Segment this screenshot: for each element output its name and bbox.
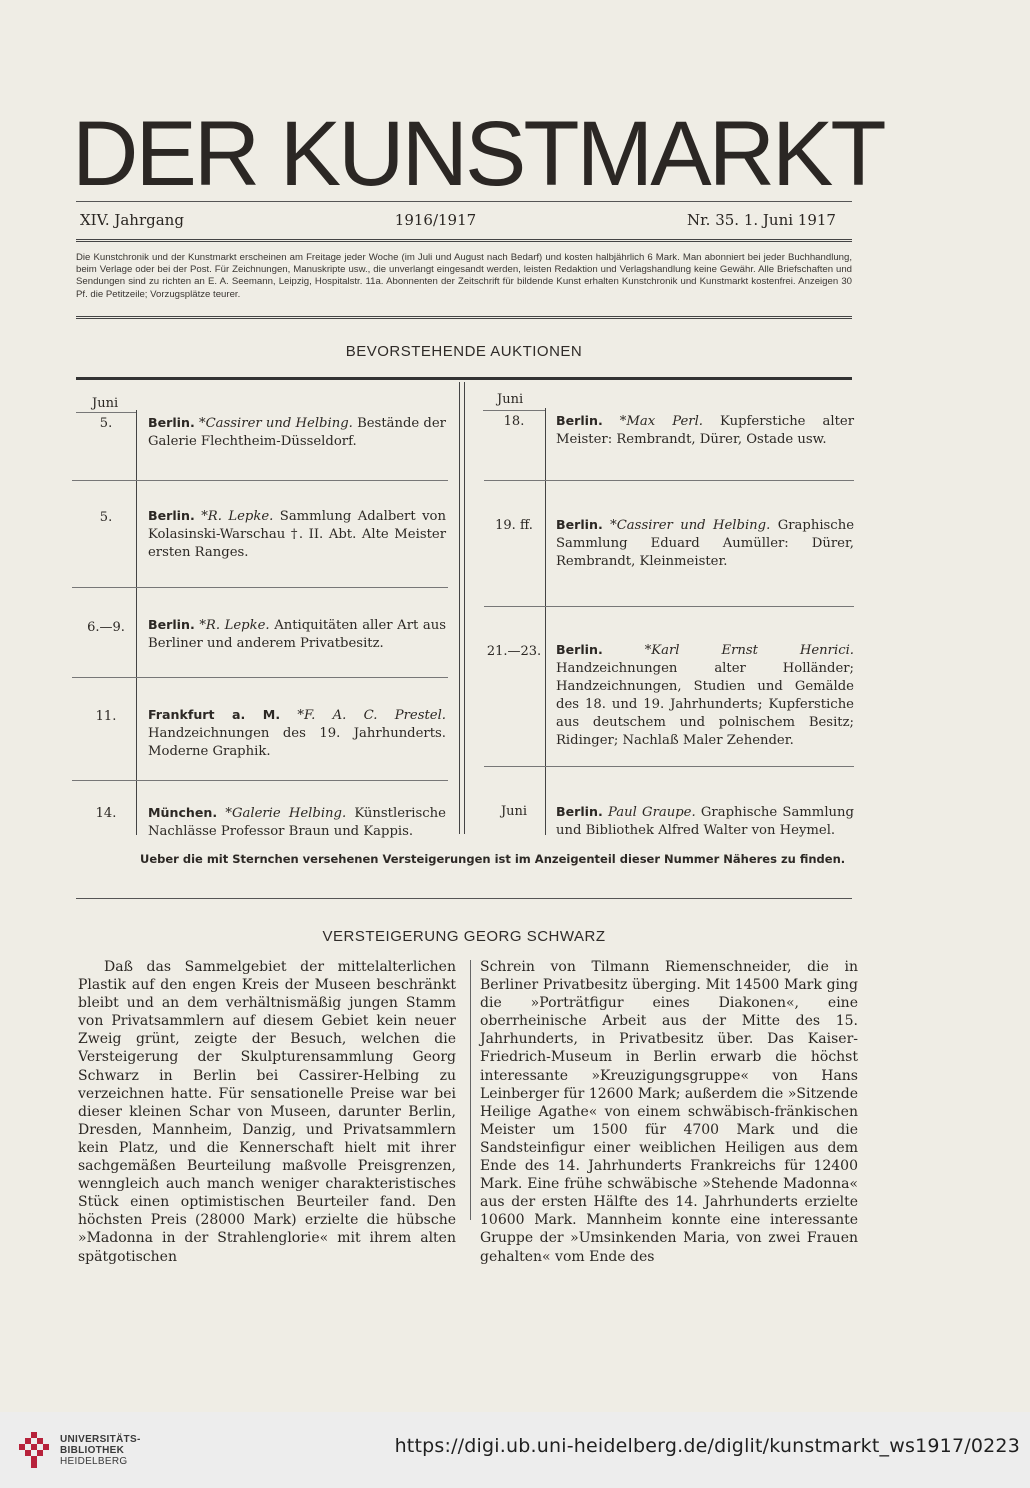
article-paragraph: Schrein von Tilmann Riemenschneider, die in Berliner Privatbesitz überging. Mit 14500 Mark ging die »Porträtfigur eines Diakonen«, eine oberrheinische Arbeit aus der Mitte des 15. Jahrhunderts, in Privatbesitz über. Das Kaiser-Friedrich-Museum in Berlin erwarb die höchst interessante »Kreuzigungsgruppe« von Hans Leinberger für 12600 Mark; außerdem die »Sitzende Heilige Agathe« von einem schwäbisch-fränkischen Meister um 1500 für 4700 Mark und die Sandsteinfigur einer weiblichen Heiligen aus dem Ende des 14. Jahrhunderts Frankreichs für 12400 Mark. Eine frühe schwäbische »Stehende Madonna« aus der ersten Hälfte des 14. Jahrhunderts erzielte 10600 Mark. Mannheim konnte eine interessante Gruppe der »Umsinkenden Maria, von zwei Frauen gehalten« vom Ende des	[480, 959, 858, 1265]
auction-date: 14.	[95, 806, 117, 821]
auction-house: *F. A. C. Prestel.	[297, 708, 446, 723]
auction-city: Berlin.	[148, 508, 195, 523]
auction-date: 5.	[99, 510, 113, 525]
auction-house: *Max Perl.	[619, 414, 703, 429]
auction-house: *Karl Ernst Henrici.	[644, 643, 854, 658]
left-date-divider	[136, 410, 137, 835]
month-rule-left	[76, 412, 136, 413]
article-column-2	[480, 958, 858, 1266]
article-paragraph: Daß das Sammelgebiet der mittelalterlichen Plastik auf den engen Kreis der Museen beschränkt bleibt und an dem verhältnismäßig jungen Stamm von Privatsammlern auf diesem Gebiet kein neuer Zweig grünt, zeigte der Besuch, welchen die Versteigerung der Skulpturensammlung Georg Schwarz in Berlin bei Cassirer-Helbing zu verzeichnen hatte. Für sensationelle Preise war bei dieser kleinen Schar von Museen, darunter Berlin, Dresden, Mannheim, Danzig, und Privatsammlern kein Platz, und die Kennerschaft hielt mit ihrer sachgemäßen Beurteilung maßvolle Preisgrenzen, wenngleich auch manch weniger charakteristisches Stück einen optimistischen Beurteiler fand. Den höchsten Preis (28000 Mark) erzielte die hübsche »Madonna in der Strahlenglorie« mit ihrem alten spätgotischen	[78, 959, 456, 1265]
auction-description: Antiquitäten aller Art aus Berliner und anderem Privatbesitz.	[148, 618, 446, 651]
auction-date: 5.	[99, 416, 113, 431]
auction-city: Berlin.	[148, 617, 195, 632]
auction-description: Graphische Sammlung Eduard Aumüller: Dürer, Rembrandt, Kleinmeister.	[556, 518, 854, 569]
row-separator	[484, 480, 854, 481]
auction-entry	[148, 507, 446, 562]
center-divider-1	[459, 382, 460, 834]
auction-description: Kupferstiche alter Meister: Rembrandt, Dürer, Ostade usw.	[556, 414, 854, 447]
table-top-rule	[76, 377, 852, 380]
auction-entry	[556, 803, 854, 840]
auction-date: 19. ff.	[495, 518, 533, 533]
row-separator	[72, 677, 448, 678]
institution-line: UNIVERSITÄTS-	[60, 1434, 141, 1445]
auction-house: *R. Lepke.	[199, 618, 270, 633]
permalink-url[interactable]: https://digi.ub.uni-heidelberg.de/diglit/kunstmarkt_ws1917/0223	[394, 1435, 1020, 1457]
auction-description: Graphische Sammlung und Bibliothek Alfred Walter von Heymel.	[556, 805, 854, 838]
row-separator	[72, 480, 448, 481]
issue-line	[80, 211, 836, 229]
column-divider	[470, 960, 471, 1220]
auction-entry	[556, 412, 854, 449]
journal-title: DER KUNSTMARKT	[72, 103, 884, 205]
auction-entry	[148, 804, 446, 841]
auction-house: *Cassirer und Helbing.	[610, 518, 771, 533]
month-rule-right	[483, 410, 545, 411]
subscription-notice: Die Kunstchronik und der Kunstmarkt erscheinen am Freitage jeder Woche (im Juli und August nach Bedarf) und kosten halbjährlich 6 Mark. Man abonniert bei jeder Buchhandlung, beim Verlage oder bei der Post. Für Zeichnungen, Manuskripte usw., die unverlangt eingesandt werden, leisten Redaktion und Verlagshandlung keine Gewähr. Alle Briefschaften und Sendungen sind zu richten an E. A. Seemann, Leipzig, Hospitalstr. 11a. Abonnenten der Zeitschrift für bildende Kunst erhalten Kunstchronik und Kunstmarkt kostenfrei. Anzeigen 30 Pf. die Petitzeile; Vorzugsplätze teurer.	[76, 252, 852, 300]
right-date-divider	[545, 408, 546, 835]
auction-house: *Cassirer und Helbing.	[198, 416, 353, 431]
auctions-heading: BEVORSTEHENDE AUKTIONEN	[345, 343, 583, 360]
university-name	[60, 1434, 141, 1467]
auction-date: 6.—9.	[87, 620, 125, 635]
issue-number: Nr. 35. 1. Juni 1917	[687, 211, 836, 229]
auction-footnote: Ueber die mit Sternchen versehenen Versteigerungen ist im Anzeigenteil dieser Nummer Näheres zu finden.	[140, 852, 846, 866]
auction-description: Künstlerische Nachlässe Professor Braun und Kappis.	[148, 806, 446, 839]
auction-date: 18.	[503, 414, 525, 429]
auction-city: Berlin.	[556, 642, 603, 657]
auction-entry	[148, 414, 446, 451]
center-divider-2	[464, 382, 465, 834]
section-rule	[76, 898, 852, 899]
row-separator	[72, 587, 448, 588]
auction-city: Berlin.	[556, 517, 603, 532]
auction-house: *Galerie Helbing.	[225, 806, 347, 821]
row-separator	[72, 780, 448, 781]
auction-city: München.	[148, 805, 218, 820]
years: 1916/1917	[394, 211, 477, 229]
row-separator	[484, 766, 854, 767]
auction-date: 21.—23.	[486, 644, 542, 659]
institution-line: BIBLIOTHEK	[60, 1445, 125, 1456]
auction-date: 11.	[95, 709, 117, 724]
month-label-left: Juni	[92, 396, 119, 411]
viewer-footer	[0, 1412, 1030, 1488]
auction-date: Juni	[500, 804, 528, 819]
auction-city: Berlin.	[556, 413, 603, 428]
auction-entry	[556, 641, 854, 750]
title-rule	[76, 201, 852, 202]
row-separator	[484, 606, 854, 607]
month-label-right: Juni	[497, 392, 524, 407]
auction-house: *R. Lepke.	[201, 509, 274, 524]
institution-line: HEIDELBERG	[60, 1456, 128, 1467]
auction-entry	[148, 616, 446, 653]
auction-entry	[556, 516, 854, 571]
auction-description: Sammlung Adalbert von Kolasinski-Warschau †. II. Abt. Alte Meister ersten Ranges.	[148, 509, 446, 560]
auction-description: Bestände der Galerie Flechtheim-Düsseldorf.	[148, 416, 446, 449]
auction-entry	[148, 706, 446, 761]
issue-rule	[76, 239, 852, 242]
auction-description: Handzeichnungen alter Holländer; Handzeichnungen, Studien und Gemälde des 18. und 19. Jahrhunderts; Kupferstiche aus deutschem und polnischem Besitz; Ridinger; Nachlaß Maler Zehender.	[556, 661, 854, 748]
auction-city: Berlin.	[556, 804, 603, 819]
auction-city: Frankfurt a. M.	[148, 707, 281, 722]
volume: XIV. Jahrgang	[80, 211, 184, 229]
auction-city: Berlin.	[148, 415, 195, 430]
article-column-1	[78, 958, 456, 1266]
article-heading: VERSTEIGERUNG GEORG SCHWARZ	[322, 928, 606, 945]
notice-rule	[76, 316, 852, 319]
auction-description: Handzeichnungen des 19. Jahrhunderts. Moderne Graphik.	[148, 726, 446, 759]
university-logo-icon	[14, 1430, 54, 1470]
auction-house: Paul Graupe.	[607, 805, 696, 820]
